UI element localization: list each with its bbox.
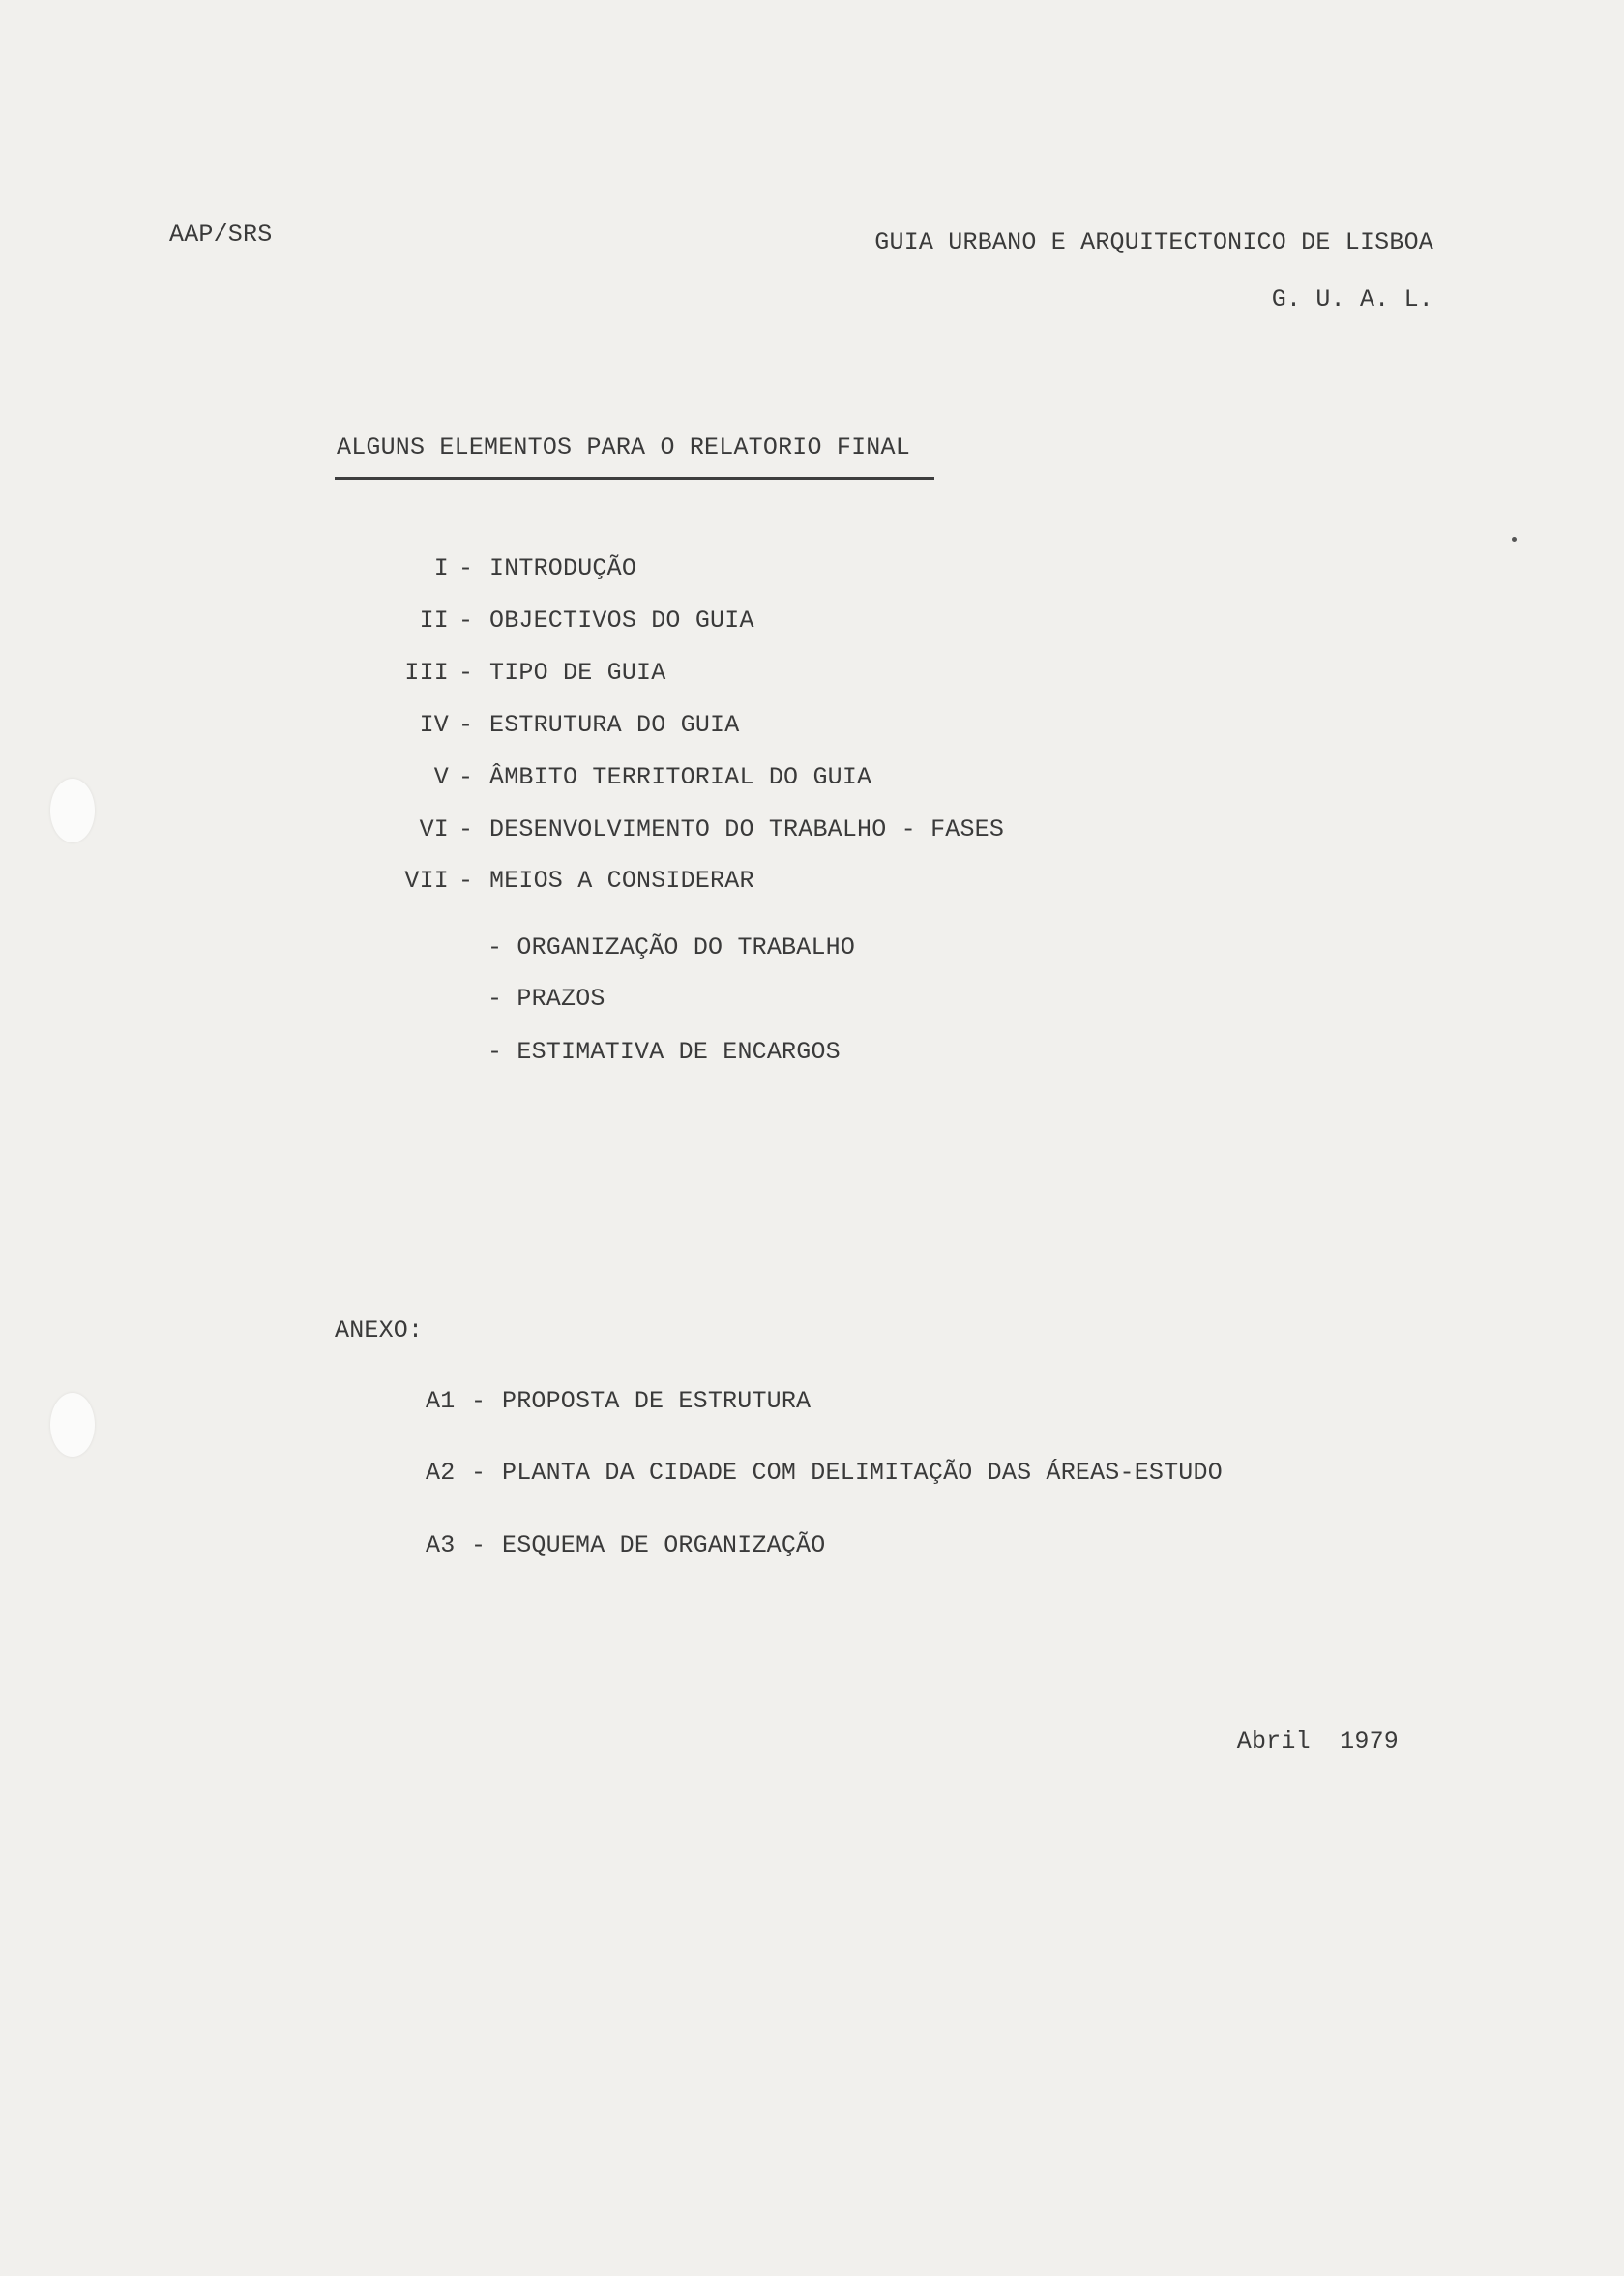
toc-number: IV bbox=[419, 711, 449, 739]
toc-dash: - bbox=[458, 763, 474, 791]
toc-number: V bbox=[433, 763, 449, 791]
toc-dash: - bbox=[458, 711, 474, 739]
paper-speck bbox=[1512, 537, 1517, 542]
toc-dash: - bbox=[458, 606, 474, 635]
toc-dash: - bbox=[458, 815, 474, 843]
document-heading: ALGUNS ELEMENTOS PARA O RELATORIO FINAL bbox=[337, 433, 910, 461]
annex-code: A2 bbox=[426, 1459, 456, 1487]
toc-number: VI bbox=[419, 815, 449, 843]
annex-dash: - bbox=[471, 1387, 487, 1415]
toc-dash: - bbox=[458, 554, 474, 582]
toc-item: DESENVOLVIMENTO DO TRABALHO - FASES bbox=[489, 815, 1005, 843]
annex-code: A1 bbox=[426, 1387, 456, 1415]
annex-dash: - bbox=[471, 1531, 487, 1559]
toc-item: ÂMBITO TERRITORIAL DO GUIA bbox=[489, 763, 872, 791]
toc-item: INTRODUÇÃO bbox=[489, 554, 637, 582]
annex-label: ANEXO: bbox=[335, 1316, 424, 1345]
toc-subitem: - ESTIMATIVA DE ENCARGOS bbox=[487, 1038, 841, 1066]
toc-item: OBJECTIVOS DO GUIA bbox=[489, 606, 754, 635]
toc-item: ESTRUTURA DO GUIA bbox=[489, 711, 740, 739]
toc-number: VII bbox=[404, 867, 449, 895]
toc-dash: - bbox=[458, 867, 474, 895]
toc-subitem: - PRAZOS bbox=[487, 985, 605, 1013]
toc-number: II bbox=[419, 606, 449, 635]
annex-item: PLANTA DA CIDADE COM DELIMITAÇÃO DAS ÁREAS-ESTUDO bbox=[502, 1459, 1223, 1487]
annex-code: A3 bbox=[426, 1531, 456, 1559]
toc-number: III bbox=[404, 659, 449, 687]
annex-item: ESQUEMA DE ORGANIZAÇÃO bbox=[502, 1531, 826, 1559]
toc-item: TIPO DE GUIA bbox=[489, 659, 666, 687]
toc-subitem: - ORGANIZAÇÃO DO TRABALHO bbox=[487, 933, 856, 961]
toc-dash: - bbox=[458, 659, 474, 687]
toc-number: I bbox=[433, 554, 449, 582]
punch-hole bbox=[50, 1393, 95, 1457]
toc-item: MEIOS A CONSIDERAR bbox=[489, 867, 754, 895]
document-date: Abril 1979 bbox=[1236, 1728, 1399, 1756]
header-left-code: AAP/SRS bbox=[169, 221, 273, 249]
punch-hole bbox=[50, 779, 95, 842]
annex-item: PROPOSTA DE ESTRUTURA bbox=[502, 1387, 812, 1415]
annex-dash: - bbox=[471, 1459, 487, 1487]
header-acronym: G. U. A. L. bbox=[1271, 285, 1433, 313]
header-title: GUIA URBANO E ARQUITECTONICO DE LISBOA bbox=[874, 228, 1433, 256]
heading-underline bbox=[335, 477, 934, 480]
